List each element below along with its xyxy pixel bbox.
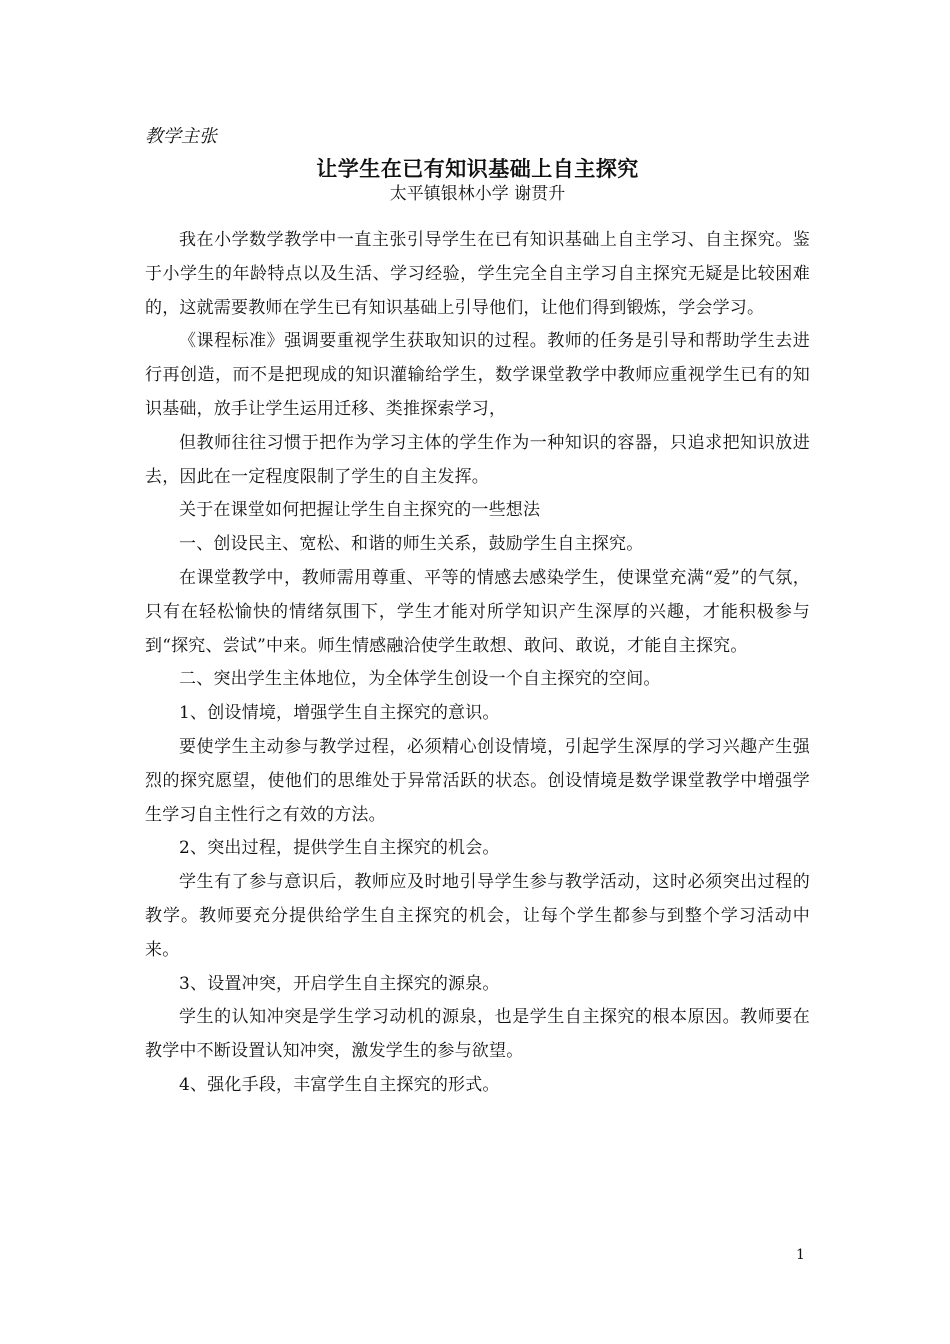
paragraph-knowledge-container: 但教师往往习惯于把作为学习主体的学生作为一种知识的容器，只追求把知识放进去，因此在一定程度限制了学生的自主发挥。 xyxy=(145,432,810,487)
category-label: 教学主张 xyxy=(145,126,217,147)
page-number: 1 xyxy=(796,1247,805,1263)
author-line: 太平镇银林小学 谢贯升 xyxy=(389,184,566,204)
document-body xyxy=(145,224,810,1103)
subsection-heading-3: 3、设置冲突，开启学生自主探究的源泉。 xyxy=(179,973,500,994)
section-heading-1: 一、创设民主、宽松、和谐的师生关系，鼓励学生自主探究。 xyxy=(179,534,644,555)
subsection-heading-4: 4、强化手段，丰富学生自主探究的形式。 xyxy=(179,1074,500,1095)
subsection-heading-2: 2、突出过程，提供学生自主探究的机会。 xyxy=(179,838,500,859)
paragraph-cognitive-conflict: 学生的认知冲突是学生学习动机的源泉，也是学生自主探究的根本原因。教师要在教学中不断设置认知冲突，激发学生的参与欲望。 xyxy=(145,1007,810,1062)
paragraph-create-situation: 要使学生主动参与教学过程，必须精心创设情境，引起学生深厚的学习兴趣产生强烈的探究愿望，使他们的思维处于异常活跃的状态。创设情境是数学课堂教学中增强学生学习自主性行之有效的方法。 xyxy=(145,736,810,825)
paragraph-emphasize-process: 学生有了参与意识后，教师应及时地引导学生参与教学活动，这时必须突出过程的教学。教师要充分提供给学生自主探究的机会，让每个学生都参与到整个学习活动中来。 xyxy=(145,872,810,960)
paragraph-classroom-atmosphere: 在课堂教学中，教师需用尊重、平等的情感去感染学生，使课堂充满“爱”的气氛，只有在轻松愉快的情绪氛围下，学生才能对所学知识产生深厚的兴趣，才能积极参与到“探究、尝试”中来。师生情感融洽使学生敢想、敢问、敢说，才能自主探究。 xyxy=(145,567,810,656)
paragraph-intro: 我在小学数学教学中一直主张引导学生在已有知识基础上自主学习、自主探究。鉴于小学生的年龄特点以及生活、学习经验，学生完全自主学习自主探究无疑是比较困难的，这就需要教师在学生已有知识基础上引导他们，让他们得到锻炼，学会学习。 xyxy=(145,230,810,318)
subsection-heading-1: 1、创设情境，增强学生自主探究的意识。 xyxy=(179,703,500,724)
document-title: 让学生在已有知识基础上自主探究 xyxy=(316,156,639,181)
paragraph-curriculum-standard: 《课程标准》强调要重视学生获取知识的过程。教师的任务是引导和帮助学生去进行再创造，而不是把现成的知识灌输给学生，数学课堂教学中教师应重视学生已有的知识基础，放手让学生运用迁移、类推探索学习， xyxy=(145,331,810,419)
section-heading-2: 二、突出学生主体地位，为全体学生创设一个自主探究的空间。 xyxy=(179,669,661,690)
document-page xyxy=(145,120,810,1103)
paragraph-ideas-heading: 关于在课堂如何把握让学生自主探究的一些想法 xyxy=(179,500,541,521)
